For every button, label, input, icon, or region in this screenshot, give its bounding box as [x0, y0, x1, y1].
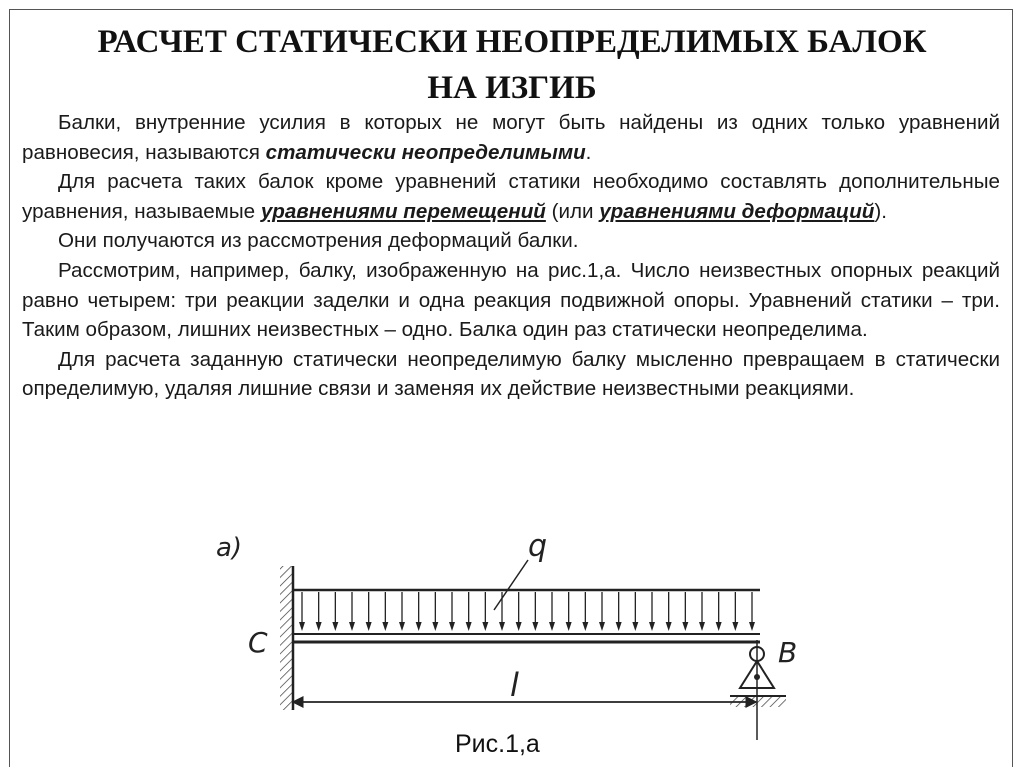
- load-arrow-head: [516, 622, 522, 631]
- paragraph-3: Они получаются из рассмотрения деформаций балки.: [58, 229, 579, 253]
- paragraph-4: Рассмотрим, например, балку, изображенную на рис.1,а. Число неизвестных опорных реакций равно четырем: три реакции заделки и одна реакция подвижной опоры. Уравнений статики – три. Таким образом, лишних неизвестных – одно. Балка один раз статически неопределима.: [22, 258, 1000, 342]
- load-arrow-head: [449, 622, 455, 631]
- load-arrows: [299, 592, 755, 631]
- support-label-c: C: [248, 626, 268, 659]
- load-leader-line: [494, 560, 528, 610]
- load-arrow-head: [716, 622, 722, 631]
- load-arrow-head: [649, 622, 655, 631]
- slide-title-line2: НА ИЗГИБ: [427, 70, 597, 106]
- load-arrow-head: [699, 622, 705, 631]
- load-arrow-head: [349, 622, 355, 631]
- load-arrow-head: [666, 622, 672, 631]
- span-label-l: l: [510, 666, 519, 704]
- load-arrow-head: [532, 622, 538, 631]
- load-arrow-head: [599, 622, 605, 631]
- load-arrow-head: [566, 622, 572, 631]
- distributed-load-q: [293, 590, 760, 631]
- load-arrow-head: [432, 622, 438, 631]
- paragraph-2: Для расчета таких балок кроме уравнений статики необходимо составлять дополнительные уравнения, называемые уравнениями перемещений (или уравнениями деформаций).: [22, 170, 1000, 223]
- term-deformation-equations: уравнениями деформаций: [599, 199, 875, 223]
- panel-label: a): [216, 533, 243, 563]
- load-arrow-head: [632, 622, 638, 631]
- load-arrow-head: [499, 622, 505, 631]
- paragraph-5: Для расчета заданную статически неопределимую балку мысленно превращаем в статически определимую, удаляя лишние связи и заменяя их действие неизвестными реакциями.: [22, 347, 1000, 401]
- load-arrow-head: [616, 622, 622, 631]
- body-text: [22, 108, 1000, 404]
- load-arrow-head: [549, 622, 555, 631]
- figure-caption: Рис.1,а: [455, 730, 540, 758]
- load-arrow-head: [466, 622, 472, 631]
- load-arrow-head: [582, 622, 588, 631]
- load-arrow-head: [382, 622, 388, 631]
- load-arrow-head: [749, 622, 755, 631]
- load-label-q: q: [528, 529, 548, 564]
- support-label-b: B: [778, 636, 798, 669]
- load-arrow-head: [399, 622, 405, 631]
- load-arrow-head: [332, 622, 338, 631]
- load-arrow-head: [482, 622, 488, 631]
- slide-title-line1: РАСЧЕТ СТАТИЧЕСКИ НЕОПРЕДЕЛИМЫХ БАЛОК: [97, 24, 927, 60]
- load-arrow-head: [732, 622, 738, 631]
- term-displacement-equations: уравнениями перемещений: [260, 199, 546, 223]
- load-arrow-head: [316, 622, 322, 631]
- load-arrow-head: [682, 622, 688, 631]
- term-statically-indeterminate: статически неопределимыми: [265, 140, 586, 164]
- load-arrow-head: [299, 622, 305, 631]
- load-arrow-head: [416, 622, 422, 631]
- paragraph-1: Балки, внутренние усилия в которых не могут быть найдены из одних только уравнений равновесия, называются статически неопределимыми.: [22, 111, 1000, 164]
- fixed-support-c: [280, 566, 293, 710]
- beam: [293, 634, 760, 642]
- load-arrow-head: [366, 622, 372, 631]
